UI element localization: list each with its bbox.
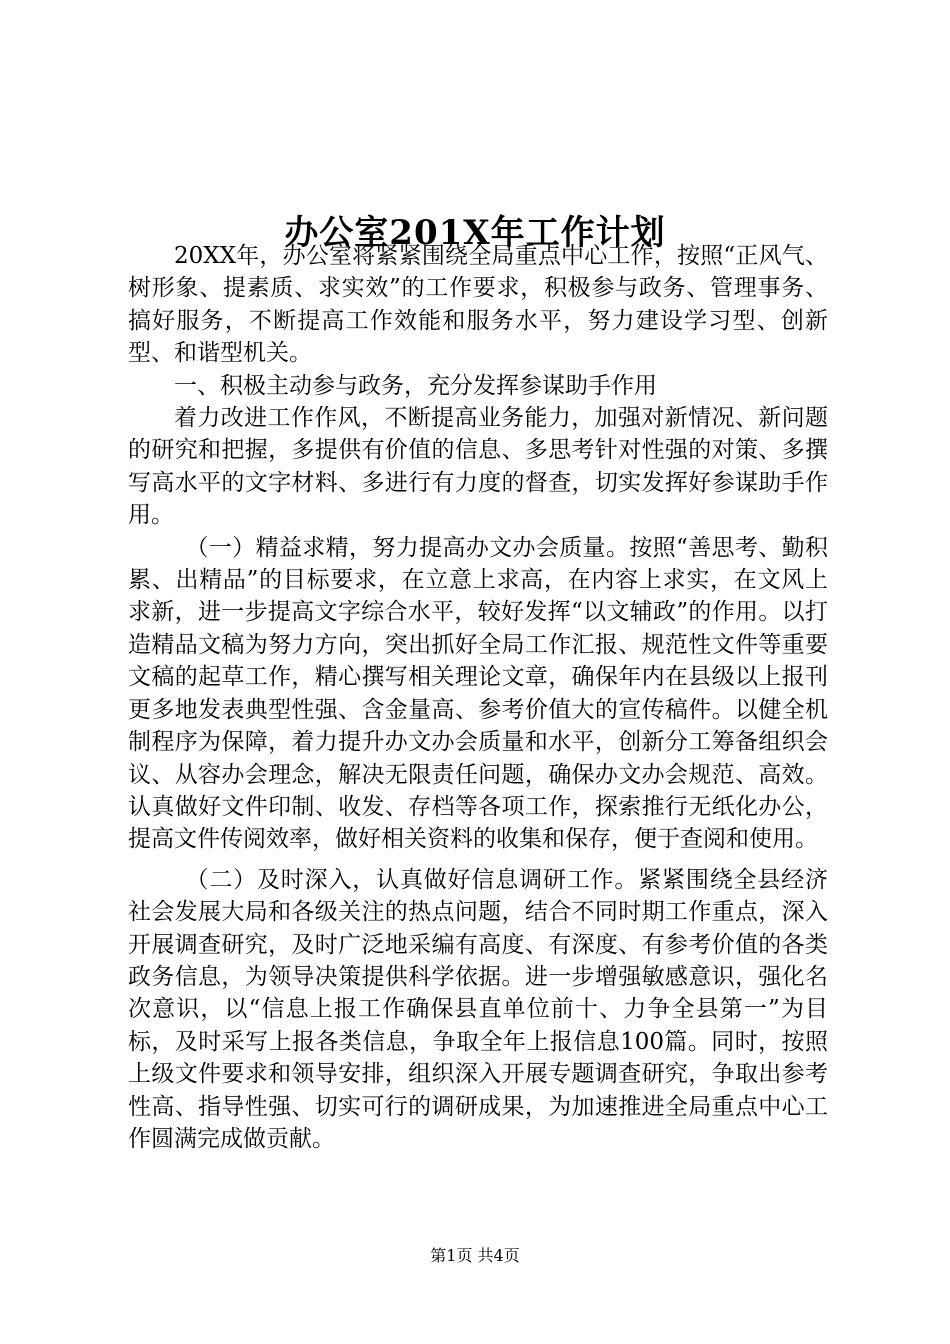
subsection-1-paragraph: （一）精益求精，努力提高办文办会质量。按照“善思考、勤积累、出精品”的目标要求，在立意上求高，在内容上求实，在文风上求新，进一步提高文字综合水平，较好发挥“以文辅政”的作用。以打造精品文稿为努力方向，突出抓好全局工作汇报、规范性文件等重要文稿的起草工作，精心撰写相关理论文章，确保年内在县级以上报刊更多地发表典型性强、含金量高、参考价值大的宣传稿件。以健全机制程序为保障，着力提升办文办会质量和水平，创新分工筹备组织会议、从容办会理念，解决无限责任问题，确保办文办会规范、高效。认真做好文件印制、收发、存档等各项工作，探索推行无纸化办公，提高文件传阅效率，做好相关资料的收集和保存，便于查阅和使用。 bbox=[128, 534, 828, 853]
document-body bbox=[128, 240, 828, 1155]
page-footer: 第1页 共4页 bbox=[430, 1246, 520, 1265]
subsection-2-paragraph: （二）及时深入，认真做好信息调研工作。紧紧围绕全县经济社会发展大局和各级关注的热点问题，结合不同时期工作重点，深入开展调查研究，及时广泛地采编有高度、有深度、有参考价值的各类政务信息，为领导决策提供科学依据。进一步增强敏感意识，强化名次意识，以“信息上报工作确保县直单位前十、力争全县第一”为目标，及时采写上报各类信息，争取全年上报信息100篇。同时，按照上级文件要求和领导安排，组织深入开展专题调查研究，争取出参考性高、指导性强、切实可行的调研成果，为加速推进全局重点中心工作圆满完成做贡献。 bbox=[128, 866, 828, 1152]
intro-paragraph: 20XX年，办公室将紧紧围绕全局重点中心工作，按照“正风气、树形象、提素质、求实效”的工作要求，积极参与政务、管理事务、搞好服务，不断提高工作效能和服务水平，努力建设学习型、创新型、和谐型机关。 bbox=[128, 243, 828, 367]
section-1-paragraph: 着力改进工作作风，不断提高业务能力，加强对新情况、新问题的研究和把握，多提供有价值的信息、多思考针对性强的对策、多撰写高水平的文字材料、多进行有力度的督查，切实发挥好参谋助手作用。 bbox=[128, 405, 828, 529]
section-heading-1: 一、积极主动参与政务，充分发挥参谋助手作用 bbox=[174, 372, 657, 399]
document-title: 办公室201X年工作计划 bbox=[284, 212, 666, 253]
